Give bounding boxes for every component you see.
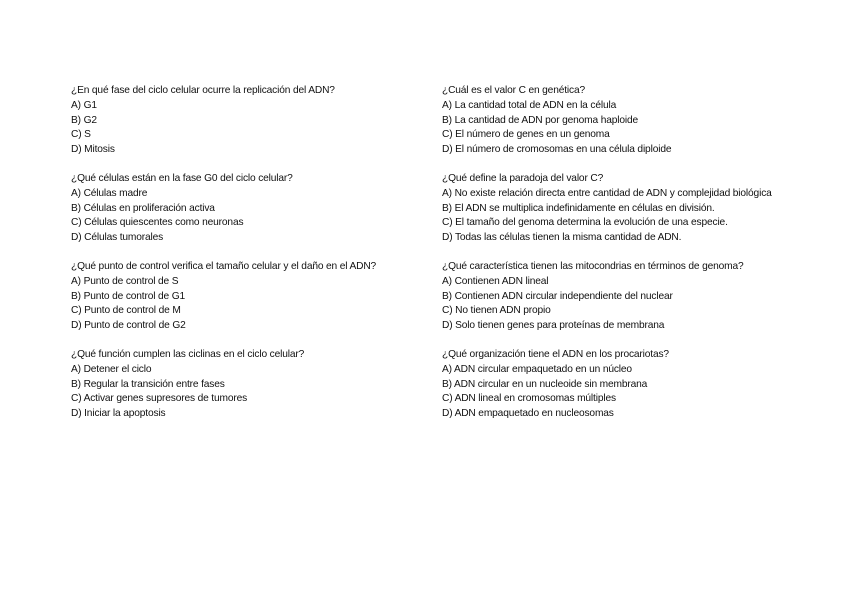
answer-option-a: A) Contienen ADN lineal bbox=[442, 275, 549, 287]
question-text: ¿Qué células están en la fase G0 del ciclo celular? bbox=[71, 172, 293, 184]
answer-option-b: B) Regular la transición entre fases bbox=[71, 378, 225, 390]
answer-options bbox=[71, 187, 401, 246]
answer-option-d: D) Todas las células tienen la misma cantidad de ADN. bbox=[442, 232, 682, 244]
answer-option-a: A) G1 bbox=[71, 99, 97, 111]
answer-option-a: A) La cantidad total de ADN en la célula bbox=[442, 99, 617, 111]
right-question-column bbox=[442, 84, 782, 436]
answer-option-c: C) ADN lineal en cromosomas múltiples bbox=[442, 393, 616, 405]
answer-option-c: C) Punto de control de M bbox=[71, 305, 181, 317]
answer-option-c: C) S bbox=[71, 129, 91, 141]
answer-option-c: C) No tienen ADN propio bbox=[442, 305, 551, 317]
answer-option-d: D) Solo tienen genes para proteínas de membrana bbox=[442, 320, 665, 332]
question-text: ¿Cuál es el valor C en genética? bbox=[442, 85, 585, 96]
answer-option-a: A) ADN circular empaquetado en un núcleo bbox=[442, 363, 632, 375]
question-text: ¿Qué función cumplen las ciclinas en el ciclo celular? bbox=[71, 348, 305, 360]
answer-option-b: B) La cantidad de ADN por genoma haploide bbox=[442, 114, 639, 126]
answer-option-c: C) El número de genes en un genoma bbox=[442, 129, 610, 141]
answer-option-b: B) ADN circular en un nucleoide sin membrana bbox=[442, 378, 648, 390]
answer-option-a: A) No existe relación directa entre cantidad de ADN y complejidad biológica bbox=[442, 187, 772, 199]
question-text: ¿Qué característica tienen las mitocondrias en términos de genoma? bbox=[442, 260, 744, 272]
question-block bbox=[442, 84, 782, 158]
answer-option-b: B) G2 bbox=[71, 114, 97, 126]
question-block bbox=[442, 348, 782, 422]
answer-option-b: B) Células en proliferación activa bbox=[71, 202, 215, 214]
answer-option-a: A) Células madre bbox=[71, 187, 148, 199]
question-text: ¿Qué punto de control verifica el tamaño celular y el daño en el ADN? bbox=[71, 260, 377, 272]
answer-option-d: D) El número de cromosomas en una célula diploide bbox=[442, 144, 672, 156]
answer-option-d: D) Punto de control de G2 bbox=[71, 320, 186, 332]
answer-option-c: C) Activar genes supresores de tumores bbox=[71, 393, 248, 405]
question-block bbox=[71, 172, 401, 246]
answer-option-c: C) El tamaño del genoma determina la evolución de una especie. bbox=[442, 217, 728, 229]
question-text: ¿Qué define la paradoja del valor C? bbox=[442, 172, 604, 184]
answer-option-d: D) Mitosis bbox=[71, 144, 115, 156]
answer-option-b: B) Punto de control de G1 bbox=[71, 290, 186, 302]
answer-option-a: A) Punto de control de S bbox=[71, 275, 179, 287]
answer-option-b: B) El ADN se multiplica indefinidamente en células en división. bbox=[442, 202, 715, 214]
answer-options bbox=[442, 99, 782, 158]
answer-option-d: D) Iniciar la apoptosis bbox=[71, 408, 166, 420]
answer-options bbox=[442, 187, 782, 246]
answer-options bbox=[71, 99, 401, 158]
left-question-column bbox=[71, 84, 401, 436]
answer-options bbox=[442, 275, 782, 334]
answer-option-d: D) Células tumorales bbox=[71, 232, 164, 244]
question-text: ¿En qué fase del ciclo celular ocurre la replicación del ADN? bbox=[71, 85, 335, 96]
answer-option-a: A) Detener el ciclo bbox=[71, 363, 152, 375]
answer-options bbox=[442, 363, 782, 422]
answer-option-d: D) ADN empaquetado en nucleosomas bbox=[442, 408, 614, 420]
question-block bbox=[442, 172, 782, 246]
question-block bbox=[71, 348, 401, 422]
question-text: ¿Qué organización tiene el ADN en los procariotas? bbox=[442, 348, 669, 360]
answer-options bbox=[71, 275, 401, 334]
answer-option-c: C) Células quiescentes como neuronas bbox=[71, 217, 244, 229]
question-block bbox=[71, 260, 401, 334]
question-block bbox=[71, 84, 401, 158]
answer-option-b: B) Contienen ADN circular independiente del nuclear bbox=[442, 290, 673, 302]
answer-options bbox=[71, 363, 401, 422]
question-block bbox=[442, 260, 782, 334]
